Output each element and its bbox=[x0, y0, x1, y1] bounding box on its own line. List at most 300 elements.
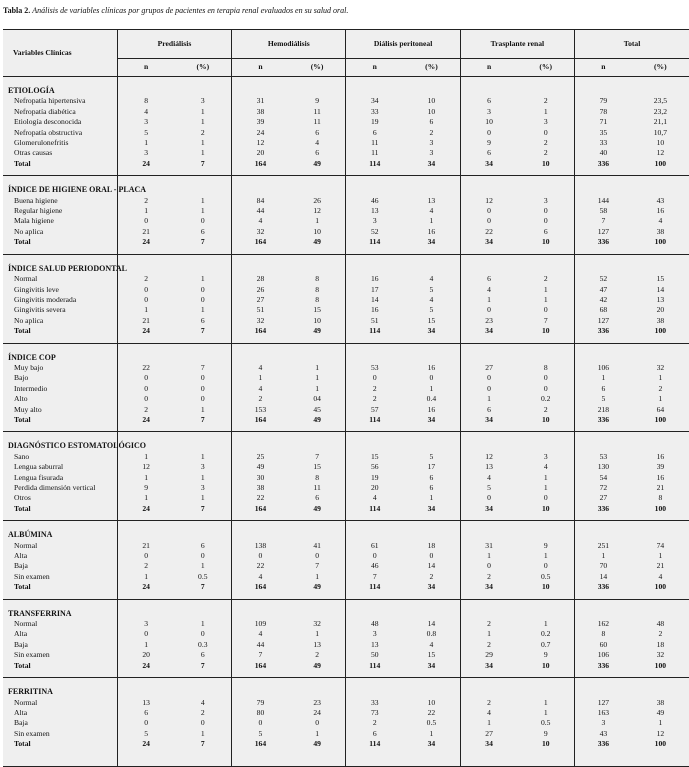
cell-pct: 3 bbox=[543, 195, 548, 205]
cell-n: 2 bbox=[346, 718, 403, 728]
empty-cell bbox=[174, 599, 231, 619]
table-row bbox=[3, 107, 689, 117]
empty-cell bbox=[517, 432, 574, 452]
row-label: Lengua saburral bbox=[14, 462, 64, 472]
cell-n: 336 bbox=[575, 326, 632, 343]
cell-pct: 6 bbox=[429, 472, 434, 482]
cell-pct: 1 bbox=[315, 216, 319, 226]
cell-n: 336 bbox=[575, 739, 632, 766]
cell-pct: 0 bbox=[200, 394, 205, 404]
cell-n: 30 bbox=[232, 473, 289, 483]
empty-cell bbox=[289, 678, 346, 698]
cell-n: 19 bbox=[346, 473, 403, 483]
cell-n: 1 bbox=[117, 305, 174, 315]
cell-n: 1 bbox=[460, 295, 517, 305]
cell-n: 4 bbox=[460, 708, 517, 718]
cell-n: 24 bbox=[117, 237, 174, 254]
cell-n: 42 bbox=[575, 295, 632, 305]
cell-pct: 0 bbox=[200, 718, 205, 728]
cell-n: 0 bbox=[460, 305, 517, 315]
cell-n: 336 bbox=[575, 237, 632, 254]
cell-pct: 0 bbox=[429, 551, 434, 561]
cell-n: 2 bbox=[346, 384, 403, 394]
section-title: ETIOLOGÍA bbox=[8, 86, 55, 95]
cell-pct: 23,5 bbox=[653, 96, 668, 106]
clinical-variables-table bbox=[3, 29, 689, 767]
cell-n: 106 bbox=[575, 650, 632, 660]
cell-pct: 7 bbox=[200, 237, 205, 247]
cell-pct: 38 bbox=[656, 315, 665, 325]
cell-pct: 4 bbox=[543, 462, 548, 472]
cell-pct: 24 bbox=[313, 707, 321, 717]
cell-pct: 1 bbox=[543, 284, 548, 294]
empty-cell bbox=[117, 343, 174, 363]
row-label: Baja bbox=[14, 639, 28, 649]
section-header-row bbox=[3, 432, 689, 452]
total-row bbox=[3, 415, 689, 432]
cell-pct: 6 bbox=[429, 483, 434, 492]
cell-n: 34 bbox=[460, 326, 517, 343]
cell-n: 164 bbox=[232, 237, 289, 254]
cell-pct: 3 bbox=[543, 451, 548, 461]
section-title: FERRITINA bbox=[3, 678, 117, 698]
cell-pct: 1 bbox=[200, 472, 205, 482]
cell-pct: 1 bbox=[658, 718, 663, 728]
cell-pct: 49 bbox=[313, 326, 321, 336]
cell-n: 12 bbox=[232, 138, 289, 148]
empty-cell bbox=[403, 599, 460, 619]
cell-pct: 6 bbox=[429, 117, 434, 127]
empty-cell bbox=[517, 343, 574, 363]
cell-n: 0 bbox=[346, 551, 403, 561]
header-n: n bbox=[346, 59, 403, 77]
cell-n: 1 bbox=[460, 718, 517, 728]
cell-n: 0 bbox=[460, 493, 517, 503]
cell-pct: 7 bbox=[200, 503, 205, 513]
cell-n: 16 bbox=[346, 274, 403, 284]
cell-n: 53 bbox=[575, 452, 632, 462]
cell-pct: 12 bbox=[656, 728, 665, 738]
cell-n: 130 bbox=[575, 462, 632, 472]
empty-cell bbox=[632, 254, 689, 274]
cell-n: 34 bbox=[460, 739, 517, 766]
cell-pct: 7 bbox=[200, 414, 205, 424]
cell-pct: 10 bbox=[427, 96, 436, 106]
cell-n: 114 bbox=[346, 504, 403, 521]
cell-n: 34 bbox=[460, 582, 517, 599]
cell-n: 34 bbox=[460, 159, 517, 176]
empty-cell bbox=[232, 678, 289, 698]
header-n: n bbox=[232, 59, 289, 77]
empty-cell bbox=[289, 521, 346, 541]
cell-pct: 34 bbox=[427, 739, 436, 749]
row-label: Mala higiene bbox=[14, 216, 54, 226]
cell-pct: 2 bbox=[429, 571, 434, 581]
cell-n: 34 bbox=[460, 504, 517, 521]
cell-n: 114 bbox=[346, 326, 403, 343]
cell-pct: 9 bbox=[315, 96, 319, 106]
table-row bbox=[3, 698, 689, 708]
empty-cell bbox=[403, 254, 460, 274]
cell-pct: 3 bbox=[200, 462, 205, 472]
empty-cell bbox=[517, 678, 574, 698]
cell-n: 14 bbox=[575, 572, 632, 582]
cell-n: 4 bbox=[232, 629, 289, 639]
cell-pct: 1 bbox=[200, 404, 205, 414]
empty-cell bbox=[460, 521, 517, 541]
empty-cell bbox=[575, 254, 632, 274]
cell-pct: 32 bbox=[313, 619, 321, 629]
cell-pct: 32 bbox=[656, 362, 665, 372]
cell-pct: 10 bbox=[427, 697, 436, 707]
cell-n: 7 bbox=[575, 216, 632, 226]
cell-n: 0 bbox=[460, 561, 517, 571]
empty-cell bbox=[632, 77, 689, 97]
cell-n: 33 bbox=[575, 138, 632, 148]
cell-n: 50 bbox=[346, 650, 403, 660]
cell-n: 4 bbox=[460, 285, 517, 295]
row-label: Lengua fisurada bbox=[14, 472, 64, 482]
cell-n: 0 bbox=[346, 373, 403, 383]
table-row bbox=[3, 394, 689, 404]
cell-n: 17 bbox=[346, 285, 403, 295]
cell-pct: 10 bbox=[313, 315, 321, 325]
cell-n: 34 bbox=[460, 415, 517, 432]
cell-n: 0 bbox=[117, 718, 174, 728]
empty-cell bbox=[403, 432, 460, 452]
cell-n: 114 bbox=[346, 739, 403, 766]
cell-n: 8 bbox=[575, 629, 632, 639]
cell-pct: 0.7 bbox=[540, 639, 551, 649]
cell-n: 336 bbox=[575, 582, 632, 599]
cell-pct: 1 bbox=[200, 148, 205, 158]
caption-label: Tabla 2. bbox=[3, 6, 31, 15]
cell-n: 3 bbox=[346, 216, 403, 226]
row-label: Otros bbox=[14, 493, 31, 503]
cell-pct: 11 bbox=[313, 117, 321, 127]
cell-pct: 21 bbox=[656, 561, 665, 571]
cell-n: 46 bbox=[346, 196, 403, 206]
cell-n: 2 bbox=[232, 394, 289, 404]
row-label: Total bbox=[14, 739, 31, 749]
cell-n: 114 bbox=[346, 582, 403, 599]
cell-n: 68 bbox=[575, 305, 632, 315]
cell-pct: 17 bbox=[427, 462, 436, 472]
cell-pct: 23 bbox=[313, 697, 321, 707]
cell-n: 34 bbox=[346, 96, 403, 106]
cell-pct: 16 bbox=[427, 362, 436, 372]
cell-pct: 34 bbox=[427, 158, 436, 168]
cell-n: 44 bbox=[232, 640, 289, 650]
cell-pct: 0 bbox=[315, 551, 319, 561]
empty-cell bbox=[174, 432, 231, 452]
cell-n: 153 bbox=[232, 405, 289, 415]
cell-pct: 4 bbox=[429, 639, 434, 649]
header-n: n bbox=[117, 59, 174, 77]
empty-cell bbox=[346, 599, 403, 619]
empty-cell bbox=[632, 343, 689, 363]
cell-n: 24 bbox=[117, 582, 174, 599]
cell-n: 24 bbox=[117, 661, 174, 678]
cell-n: 0 bbox=[460, 216, 517, 226]
row-label: Alta bbox=[14, 551, 28, 561]
cell-pct: 0 bbox=[543, 373, 548, 383]
cell-pct: 0.2 bbox=[540, 629, 551, 639]
cell-pct: 10 bbox=[541, 503, 550, 513]
cell-n: 38 bbox=[232, 107, 289, 117]
cell-n: 78 bbox=[575, 107, 632, 117]
table-row bbox=[3, 384, 689, 394]
cell-n: 2 bbox=[117, 196, 174, 206]
cell-n: 164 bbox=[232, 582, 289, 599]
cell-pct: 34 bbox=[427, 237, 436, 247]
cell-n: 44 bbox=[232, 206, 289, 216]
row-label: Nefropatía diabética bbox=[14, 106, 76, 116]
cell-pct: 34 bbox=[427, 582, 436, 592]
empty-cell bbox=[460, 254, 517, 274]
cell-pct: 1 bbox=[200, 138, 205, 148]
cell-pct: 1 bbox=[315, 629, 319, 639]
empty-cell bbox=[174, 343, 231, 363]
header-pct: (%) bbox=[289, 59, 346, 77]
table-row bbox=[3, 117, 689, 127]
cell-n: 34 bbox=[460, 661, 517, 678]
table-row bbox=[3, 708, 689, 718]
row-label: Gingivitis severa bbox=[14, 305, 66, 315]
empty-cell bbox=[632, 678, 689, 698]
section-header-row bbox=[3, 521, 689, 541]
header-n: n bbox=[460, 59, 517, 77]
table-row bbox=[3, 729, 689, 739]
empty-cell bbox=[517, 521, 574, 541]
cell-pct: 5 bbox=[429, 451, 434, 461]
table-row bbox=[3, 363, 689, 373]
cell-n: 6 bbox=[460, 96, 517, 106]
cell-n: 32 bbox=[232, 316, 289, 326]
table-row bbox=[3, 629, 689, 639]
cell-n: 6 bbox=[346, 128, 403, 138]
cell-n: 5 bbox=[232, 729, 289, 739]
cell-n: 1 bbox=[117, 452, 174, 462]
cell-n: 12 bbox=[460, 452, 517, 462]
cell-pct: 49 bbox=[313, 660, 321, 670]
cell-pct: 0 bbox=[543, 305, 548, 315]
cell-pct: 49 bbox=[656, 707, 665, 717]
cell-pct: 18 bbox=[656, 639, 665, 649]
empty-cell bbox=[403, 521, 460, 541]
cell-pct: 1 bbox=[200, 561, 205, 571]
cell-pct: 34 bbox=[427, 326, 436, 336]
row-label: Total bbox=[14, 326, 31, 336]
cell-pct: 7 bbox=[543, 315, 548, 325]
cell-pct: 6 bbox=[315, 127, 319, 137]
cell-n: 2 bbox=[460, 698, 517, 708]
cell-pct: 21 bbox=[656, 483, 665, 492]
empty-cell bbox=[517, 176, 574, 196]
cell-pct: 1 bbox=[429, 383, 434, 393]
cell-pct: 0.3 bbox=[198, 639, 208, 649]
table-body bbox=[3, 77, 689, 767]
row-label: Baja bbox=[14, 718, 28, 728]
empty-cell bbox=[232, 599, 289, 619]
cell-pct: 16 bbox=[656, 206, 665, 216]
cell-n: 0 bbox=[232, 718, 289, 728]
cell-pct: 100 bbox=[654, 503, 667, 513]
cell-n: 13 bbox=[346, 206, 403, 216]
cell-n: 53 bbox=[346, 363, 403, 373]
cell-pct: 1 bbox=[658, 551, 663, 561]
cell-n: 32 bbox=[232, 227, 289, 237]
table-row bbox=[3, 216, 689, 226]
cell-pct: 8 bbox=[315, 284, 319, 294]
cell-n: 27 bbox=[460, 363, 517, 373]
cell-n: 12 bbox=[117, 462, 174, 472]
cell-pct: 0.2 bbox=[540, 394, 551, 404]
cell-pct: 0 bbox=[200, 551, 205, 561]
empty-cell bbox=[403, 77, 460, 97]
cell-pct: 39 bbox=[656, 462, 665, 472]
cell-pct: 100 bbox=[654, 414, 667, 424]
table-row bbox=[3, 483, 689, 493]
cell-pct: 1 bbox=[543, 106, 548, 116]
cell-pct: 20 bbox=[656, 305, 665, 315]
cell-n: 0 bbox=[460, 384, 517, 394]
cell-pct: 6 bbox=[315, 493, 319, 503]
empty-cell bbox=[232, 343, 289, 363]
cell-n: 0 bbox=[117, 216, 174, 226]
cell-n: 46 bbox=[346, 561, 403, 571]
cell-pct: 0 bbox=[543, 206, 548, 216]
cell-n: 0 bbox=[117, 394, 174, 404]
cell-pct: 0 bbox=[543, 127, 548, 137]
empty-cell bbox=[174, 521, 231, 541]
cell-pct: 34 bbox=[427, 503, 436, 513]
empty-cell bbox=[575, 599, 632, 619]
cell-pct: 7 bbox=[200, 326, 205, 336]
empty-cell bbox=[117, 77, 174, 97]
cell-pct: 1 bbox=[315, 383, 319, 393]
cell-n: 8 bbox=[117, 96, 174, 106]
cell-pct: 0 bbox=[315, 718, 319, 728]
cell-pct: 1 bbox=[543, 483, 548, 492]
header-group: Trasplante renal bbox=[460, 30, 574, 59]
cell-n: 164 bbox=[232, 159, 289, 176]
total-row bbox=[3, 326, 689, 343]
cell-n: 24 bbox=[117, 159, 174, 176]
cell-pct: 1 bbox=[315, 571, 319, 581]
cell-pct: 26 bbox=[313, 195, 321, 205]
cell-pct: 6 bbox=[200, 540, 205, 550]
row-label: Nefropatía obstructiva bbox=[14, 127, 83, 137]
row-label: Alta bbox=[14, 707, 28, 717]
cell-pct: 0.5 bbox=[540, 571, 551, 581]
cell-n: 127 bbox=[575, 227, 632, 237]
cell-n: 114 bbox=[346, 661, 403, 678]
row-label: Total bbox=[14, 503, 31, 513]
cell-pct: 2 bbox=[543, 138, 548, 148]
cell-pct: 10 bbox=[541, 660, 550, 670]
cell-n: 20 bbox=[232, 148, 289, 158]
cell-pct: 48 bbox=[656, 619, 665, 629]
cell-n: 0 bbox=[232, 551, 289, 561]
cell-n: 6 bbox=[460, 148, 517, 158]
cell-n: 1 bbox=[460, 551, 517, 561]
empty-cell bbox=[403, 343, 460, 363]
cell-pct: 0 bbox=[543, 561, 548, 571]
cell-pct: 100 bbox=[654, 237, 667, 247]
cell-pct: 38 bbox=[656, 697, 665, 707]
cell-n: 54 bbox=[575, 473, 632, 483]
cell-pct: 1 bbox=[200, 493, 205, 503]
table-row bbox=[3, 96, 689, 106]
cell-pct: 9 bbox=[543, 540, 548, 550]
cell-n: 3 bbox=[117, 619, 174, 629]
table-row bbox=[3, 285, 689, 295]
cell-n: 6 bbox=[460, 274, 517, 284]
cell-pct: 2 bbox=[315, 650, 319, 660]
empty-cell bbox=[575, 343, 632, 363]
cell-n: 29 bbox=[460, 650, 517, 660]
cell-pct: 0 bbox=[200, 629, 205, 639]
cell-n: 35 bbox=[575, 128, 632, 138]
header-pct: (%) bbox=[517, 59, 574, 77]
empty-cell bbox=[346, 77, 403, 97]
cell-n: 3 bbox=[117, 117, 174, 127]
cell-n: 164 bbox=[232, 326, 289, 343]
cell-pct: 7 bbox=[200, 362, 205, 372]
cell-n: 25 bbox=[232, 452, 289, 462]
cell-n: 3 bbox=[460, 107, 517, 117]
cell-pct: 9 bbox=[543, 650, 548, 660]
row-label: Regular higiene bbox=[14, 206, 63, 216]
cell-pct: 4 bbox=[200, 697, 205, 707]
cell-n: 114 bbox=[346, 159, 403, 176]
cell-n: 22 bbox=[232, 561, 289, 571]
cell-n: 23 bbox=[460, 316, 517, 326]
cell-n: 22 bbox=[117, 363, 174, 373]
cell-n: 1 bbox=[460, 394, 517, 404]
section-header-row bbox=[3, 176, 689, 196]
cell-n: 48 bbox=[346, 619, 403, 629]
cell-pct: 3 bbox=[543, 117, 548, 127]
empty-cell bbox=[460, 599, 517, 619]
cell-n: 5 bbox=[117, 729, 174, 739]
cell-n: 4 bbox=[232, 572, 289, 582]
cell-n: 28 bbox=[232, 274, 289, 284]
row-label: Etiología desconocida bbox=[14, 117, 82, 127]
cell-pct: 100 bbox=[654, 158, 667, 168]
cell-n: 2 bbox=[460, 572, 517, 582]
cell-pct: 1 bbox=[429, 216, 434, 226]
row-label: Sin examen bbox=[14, 571, 50, 581]
table-row bbox=[3, 493, 689, 503]
cell-n: 336 bbox=[575, 504, 632, 521]
cell-n: 5 bbox=[460, 483, 517, 493]
empty-cell bbox=[460, 343, 517, 363]
cell-pct: 3 bbox=[429, 138, 434, 148]
cell-pct: 14 bbox=[427, 619, 436, 629]
cell-pct: 0.5 bbox=[540, 718, 551, 728]
cell-pct: 1 bbox=[200, 195, 205, 205]
cell-n: 27 bbox=[232, 295, 289, 305]
cell-n: 72 bbox=[575, 483, 632, 493]
table-row bbox=[3, 148, 689, 158]
table-caption bbox=[3, 6, 348, 15]
cell-n: 5 bbox=[575, 394, 632, 404]
empty-cell bbox=[403, 176, 460, 196]
empty-cell bbox=[460, 77, 517, 97]
cell-pct: 15 bbox=[656, 274, 665, 284]
